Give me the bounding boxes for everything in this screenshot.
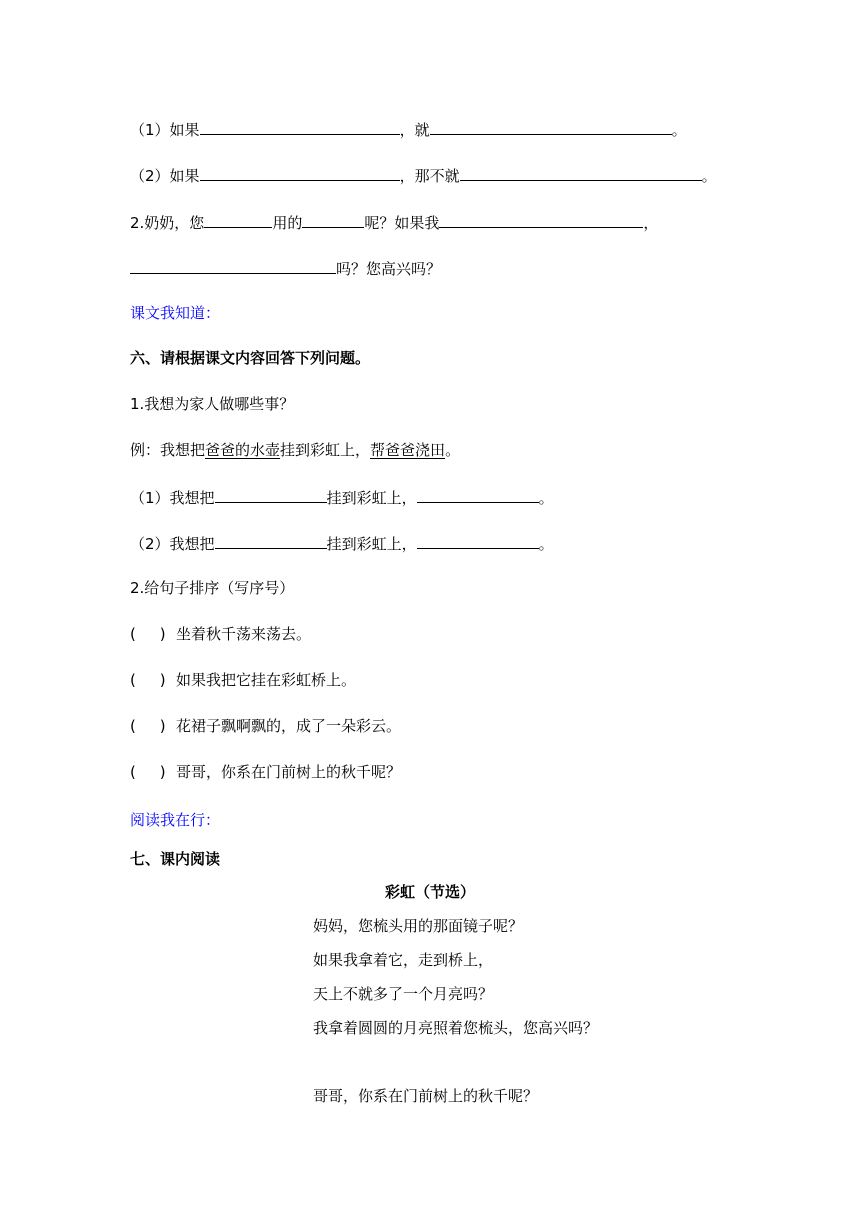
example-text: 挂到彩虹上， [280, 441, 371, 459]
order-answer-box[interactable]: ( ) [130, 763, 166, 781]
section-title: 六、请根据课文内容回答下列问题。 [130, 349, 371, 367]
answer-blank[interactable] [130, 257, 336, 274]
answer-blank[interactable] [460, 164, 702, 181]
question-text: ， [399, 121, 415, 139]
example-text: 例：我想把 [130, 441, 206, 459]
poem-title: 彩虹（节选） [384, 883, 475, 901]
order-answer-box[interactable]: ( ) [130, 717, 166, 735]
question-text: 2.奶奶，您 [130, 214, 205, 232]
section-heading-blue: 阅读我在行： [130, 811, 221, 829]
question-text: 用的 [272, 214, 303, 232]
order-item [130, 762, 401, 782]
question-text: 2.给句子排序（写序号） [130, 579, 295, 597]
order-sentence: 花裙子飘啊飘的，成了一朵彩云。 [176, 717, 402, 735]
poem-line: 天上不就多了一个月亮吗？ [313, 985, 494, 1003]
question-text: 就 [414, 121, 430, 139]
order-item [130, 670, 356, 690]
question-text: 。 [701, 167, 717, 185]
poem-line: 哥哥，你系在门前树上的秋千呢？ [313, 1087, 539, 1105]
answer-blank[interactable] [417, 486, 539, 503]
question-2 [130, 211, 658, 233]
answer-blank[interactable] [430, 118, 672, 135]
order-sentence: 如果我把它挂在彩虹桥上。 [176, 671, 357, 689]
question-text: 如果 [169, 121, 200, 139]
question-text: 如果 [169, 167, 200, 185]
section-heading-blue: 课文我知道： [130, 304, 221, 322]
question-text: 吗？您高兴吗？ [336, 260, 442, 278]
question-text: 那不就 [414, 167, 460, 185]
poem-line: 我拿着圆圆的月亮照着您梳头，您高兴吗？ [313, 1019, 599, 1037]
order-item [130, 624, 311, 644]
question-text: 挂到彩虹上， [326, 489, 417, 507]
question-2-cont [130, 257, 441, 279]
answer-blank[interactable] [417, 532, 539, 549]
answer-blank[interactable] [200, 118, 400, 135]
poem-line: 妈妈，您梳头用的那面镜子呢？ [313, 917, 524, 935]
question-text: ， [643, 214, 659, 232]
question-text: 呢？如果我 [364, 214, 440, 232]
question-text: 。 [538, 535, 554, 553]
order-sentence: 哥哥，你系在门前树上的秋千呢？ [176, 763, 402, 781]
item-number: （1） [130, 121, 170, 139]
example-text: 。 [445, 441, 461, 459]
answer-blank[interactable] [215, 486, 327, 503]
answer-blank[interactable] [215, 532, 327, 549]
question-text: 。 [538, 489, 554, 507]
answer-blank[interactable] [204, 211, 272, 228]
section-title: 七、课内阅读 [130, 850, 221, 868]
question-1-1 [130, 118, 687, 140]
question-text: 。 [671, 121, 687, 139]
question-text: 1.我想为家人做哪些事？ [130, 395, 295, 413]
question-text: ， [399, 167, 415, 185]
answer-blank[interactable] [200, 164, 400, 181]
question-text: 挂到彩虹上， [326, 535, 417, 553]
order-item [130, 716, 401, 736]
item-number: （1） [130, 489, 170, 507]
question-text: 我想把 [169, 489, 215, 507]
order-answer-box[interactable]: ( ) [130, 671, 166, 689]
fill-line-1 [130, 486, 554, 508]
question-text: 我想把 [169, 535, 215, 553]
question-1-2 [130, 164, 717, 186]
example-line [130, 440, 460, 460]
answer-blank[interactable] [439, 211, 643, 228]
poem-line: 如果我拿着它，走到桥上， [313, 951, 494, 969]
example-underlined: 帮爸爸浇田 [370, 441, 446, 459]
fill-line-2 [130, 532, 554, 554]
order-answer-box[interactable]: ( ) [130, 625, 166, 643]
item-number: （2） [130, 535, 170, 553]
example-underlined: 爸爸的水壶 [205, 441, 281, 459]
order-sentence: 坐着秋千荡来荡去。 [176, 625, 312, 643]
answer-blank[interactable] [302, 211, 364, 228]
item-number: （2） [130, 167, 170, 185]
